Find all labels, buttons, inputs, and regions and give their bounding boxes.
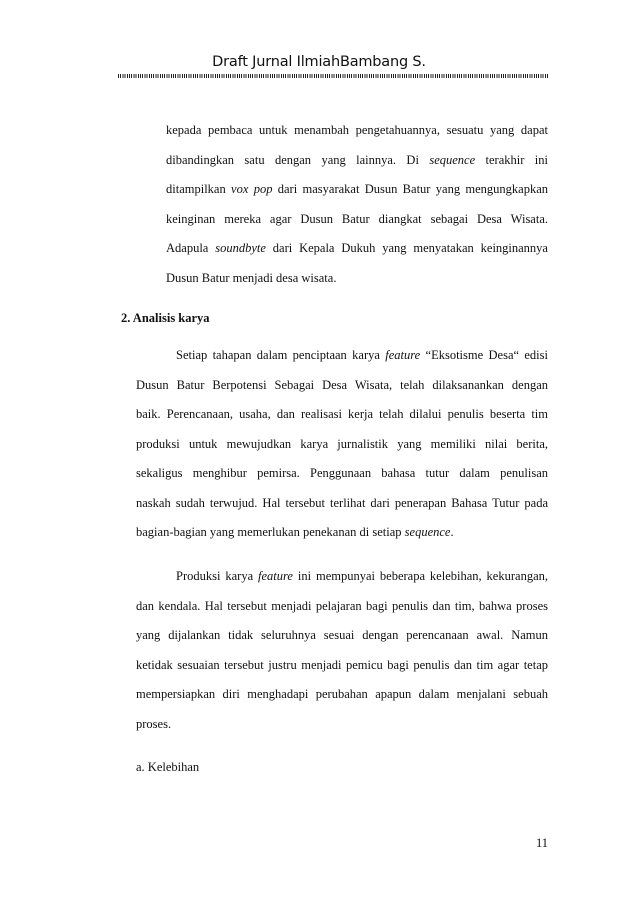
text-run: “Eksotisme Desa“ edisi	[420, 348, 548, 362]
text-line	[166, 205, 548, 235]
text-run: dari masyarakat Dusun Batur yang mengungkapkan	[272, 182, 548, 196]
italic-term: vox pop	[231, 182, 273, 196]
text-run: Produksi karya	[176, 569, 259, 583]
page-number: 11	[535, 836, 548, 850]
text-line	[136, 621, 548, 651]
text-line	[136, 341, 548, 371]
text-run: Dusun Batur menjadi desa wisata.	[166, 270, 337, 285]
text-run: ketidak sesuaian tersebut justru menjadi pemicu bagi penulis dan tim agar tetap	[136, 657, 548, 672]
text-run: sekaligus menghibur pemirsa. Penggunaan bahasa tutur dalam penulisan	[136, 466, 548, 480]
text-run: Dusun Batur Berpotensi Sebagai Desa Wisata, telah dilaksanankan dengan	[136, 377, 548, 392]
text-line	[136, 518, 548, 548]
italic-term: feature	[385, 348, 421, 362]
text-line	[166, 146, 548, 176]
text-run: ditampilkan	[166, 182, 232, 196]
text-line	[136, 371, 548, 401]
italic-term: soundbyte	[215, 241, 266, 255]
text-run: dan kendala. Hal tersebut menjadi pelajaran bagi penulis dan tim, bahwa proses	[136, 598, 548, 613]
paragraph-3	[136, 562, 548, 739]
text-line	[136, 562, 548, 592]
text-line	[136, 489, 548, 519]
text-line	[136, 680, 548, 710]
text-line	[136, 592, 548, 622]
text-run: naskah sudah terwujud. Hal tersebut terlihat dari penerapan Bahasa Tutur pada	[136, 495, 548, 510]
text-run: baik. Perencanaan, usaha, dan realisasi kerja telah dilalui penulis beserta tim	[136, 407, 548, 421]
subsection-heading: a. Kelebihan	[136, 760, 200, 774]
text-line	[136, 430, 548, 460]
text-run: .	[450, 525, 454, 539]
text-line	[166, 234, 548, 264]
text-run: mempersiapkan diri menghadapi perubahan apapun dalam menjalani sebuah	[136, 687, 548, 701]
text-line	[166, 175, 548, 205]
running-header-title: Draft Jurnal IlmiahBambang S.	[212, 54, 426, 70]
paragraph-2	[136, 341, 548, 548]
text-run: dibandingkan satu dengan yang lainnya. Di	[166, 152, 430, 167]
italic-term: sequence	[404, 525, 451, 539]
italic-term: feature	[258, 569, 293, 583]
text-run: Adapula	[166, 241, 216, 255]
text-line	[136, 400, 548, 430]
text-line	[136, 710, 548, 740]
text-line	[136, 459, 548, 489]
text-run: bagian-bagian yang memerlukan penekanan di setiap	[136, 525, 405, 539]
text-line	[136, 651, 548, 681]
text-run: keinginan mereka agar Dusun Batur diangkat sebagai Desa Wisata.	[166, 211, 548, 226]
text-run: proses.	[136, 716, 172, 731]
text-run: terakhir ini	[475, 152, 548, 167]
text-run: Setiap tahapan dalam penciptaan karya	[176, 348, 386, 362]
text-line	[166, 264, 548, 294]
paragraph-1	[166, 116, 548, 293]
text-run: produksi untuk mewujudkan karya jurnalistik yang memiliki nilai berita,	[136, 436, 548, 451]
text-run: yang dijalankan tidak seluruhnya sesuai dengan perencanaan awal. Namun	[136, 628, 548, 642]
text-line	[166, 116, 548, 146]
text-run: ini mempunyai beberapa kelebihan, kekurangan,	[292, 569, 548, 583]
header-dotted-rule	[118, 74, 548, 78]
text-run: dari Kepala Dukuh yang menyatakan keinginannya	[265, 241, 548, 255]
italic-term: sequence	[429, 152, 476, 167]
text-run: kepada pembaca untuk menambah pengetahuannya, sesuatu yang dapat	[166, 123, 548, 137]
section-heading: 2. Analisis karya	[121, 311, 210, 325]
